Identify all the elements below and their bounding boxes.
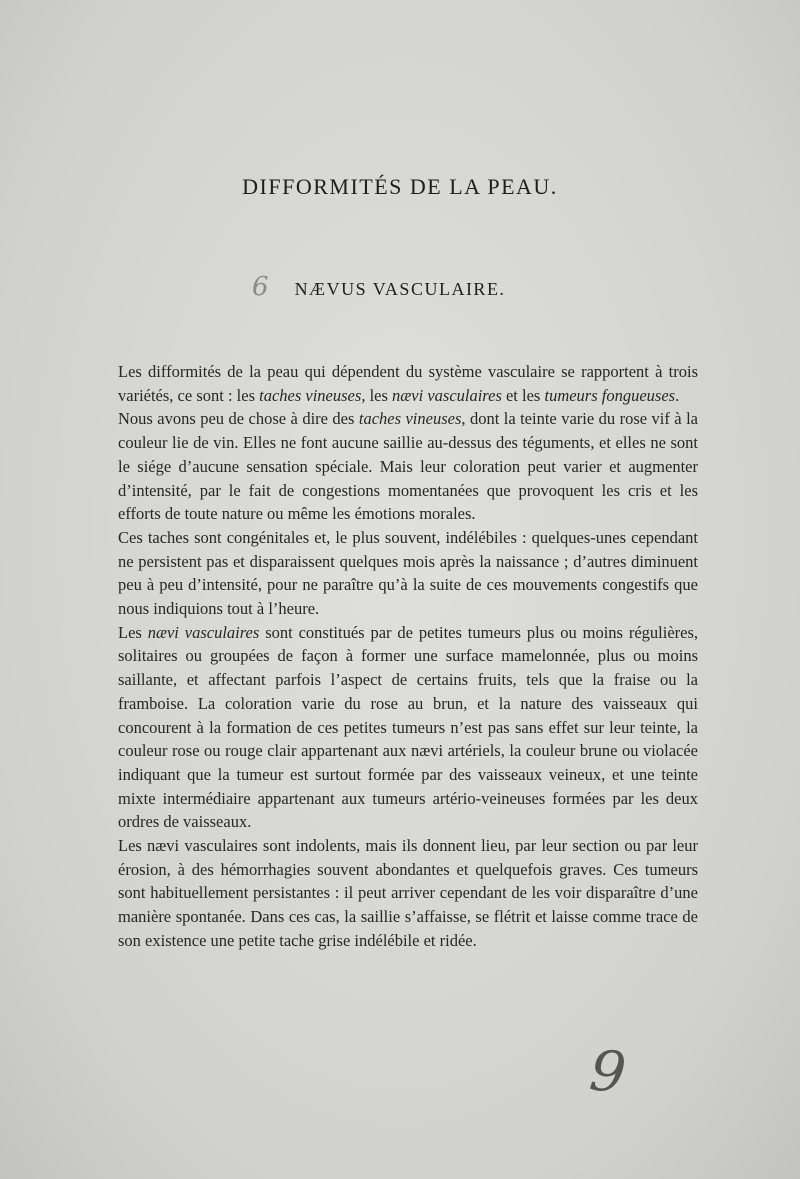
italic-term: taches vineuses [259,385,362,405]
handwritten-page-number: 9 [586,1038,629,1107]
body-text [118,360,698,953]
italic-term: nævi vasculaires [147,622,260,642]
italic-term: nævi vasculaires [392,385,502,405]
text-run: , les [361,385,393,405]
text-run: . [675,385,680,405]
italic-term: taches vineuses [358,409,462,429]
section-title: NÆVUS VASCULAIRE. [294,279,506,299]
text-run: et les [501,385,545,405]
text-run: Les nævi vasculaires sont indolents, mais ils donnent lieu, par leur section ou par leur érosion, à des hémorrhagies souvent abondantes et quelquefois graves. Ces tumeurs sont habituellement persistantes : il peut arriver cependant de les voir disparaître d’une manière spontanée. Dans ces cas, la saillie s’affaisse, se flétrit et laisse comme trace de son existence une petite tache grise indélébile et ridée. [118,836,698,950]
text-run: Les [118,622,148,642]
italic-term: tumeurs fongueuses [544,385,676,405]
paragraph [118,526,698,621]
paragraph [118,360,698,407]
paragraph [118,407,698,526]
paragraph [118,621,698,834]
text-run: Ces taches sont congénitales et, le plus souvent, indélébiles : quelques-unes cependant ne persistent pas et disparaissent quelques mois après la naissance ; d’autres diminuent peu à peu d’intensité, pour ne paraître qu’à la suite de ces mouvements congestifs que nous indiquions tout à l’heure. [118,527,698,619]
handwritten-section-number: 6 [252,272,269,302]
text-run: sont constitués par de petites tumeurs plus ou moins régulières, solitaires ou groupées de façon à former une surface mamelonnée, plus ou moins saillante, et affectant parfois l’aspect de certains fruits, tels que la fraise ou la framboise. La coloration varie du rose au brun, et la nature des vaisseaux qui concourent à la formation de ces petites tumeurs n’est pas sans effet sur leur teinte, la couleur rose ou rouge clair appartenant aux nævi artériels, la couleur brune ou violacée indiquant que la tumeur est surtout formée par des vaisseaux veineux, et une teinte mixte intermédiaire appartenant aux tumeurs artério-veineuses formées par les deux ordres de vaisseaux. [118,622,699,832]
text-run: , dont la teinte varie du rose vif à la couleur lie de vin. Elles ne font aucune saillie au-dessus des téguments, et elles ne sont le siége d’aucune sensation spéciale. Mais leur coloration peut varier et augmenter d’intensité, par le fait de congestions momentanées que provoquent les cris et les efforts de toute nature ou même les émotions morales. [118,409,698,524]
text-run: Les difformités de la peau qui dépendent du système vasculaire se rapportent à trois variétés, ce sont : les [118,362,698,405]
paragraph [118,834,698,953]
text-run: Nous avons peu de chose à dire des [118,409,359,429]
chapter-title: DIFFORMITÉS DE LA PEAU. [242,174,558,199]
